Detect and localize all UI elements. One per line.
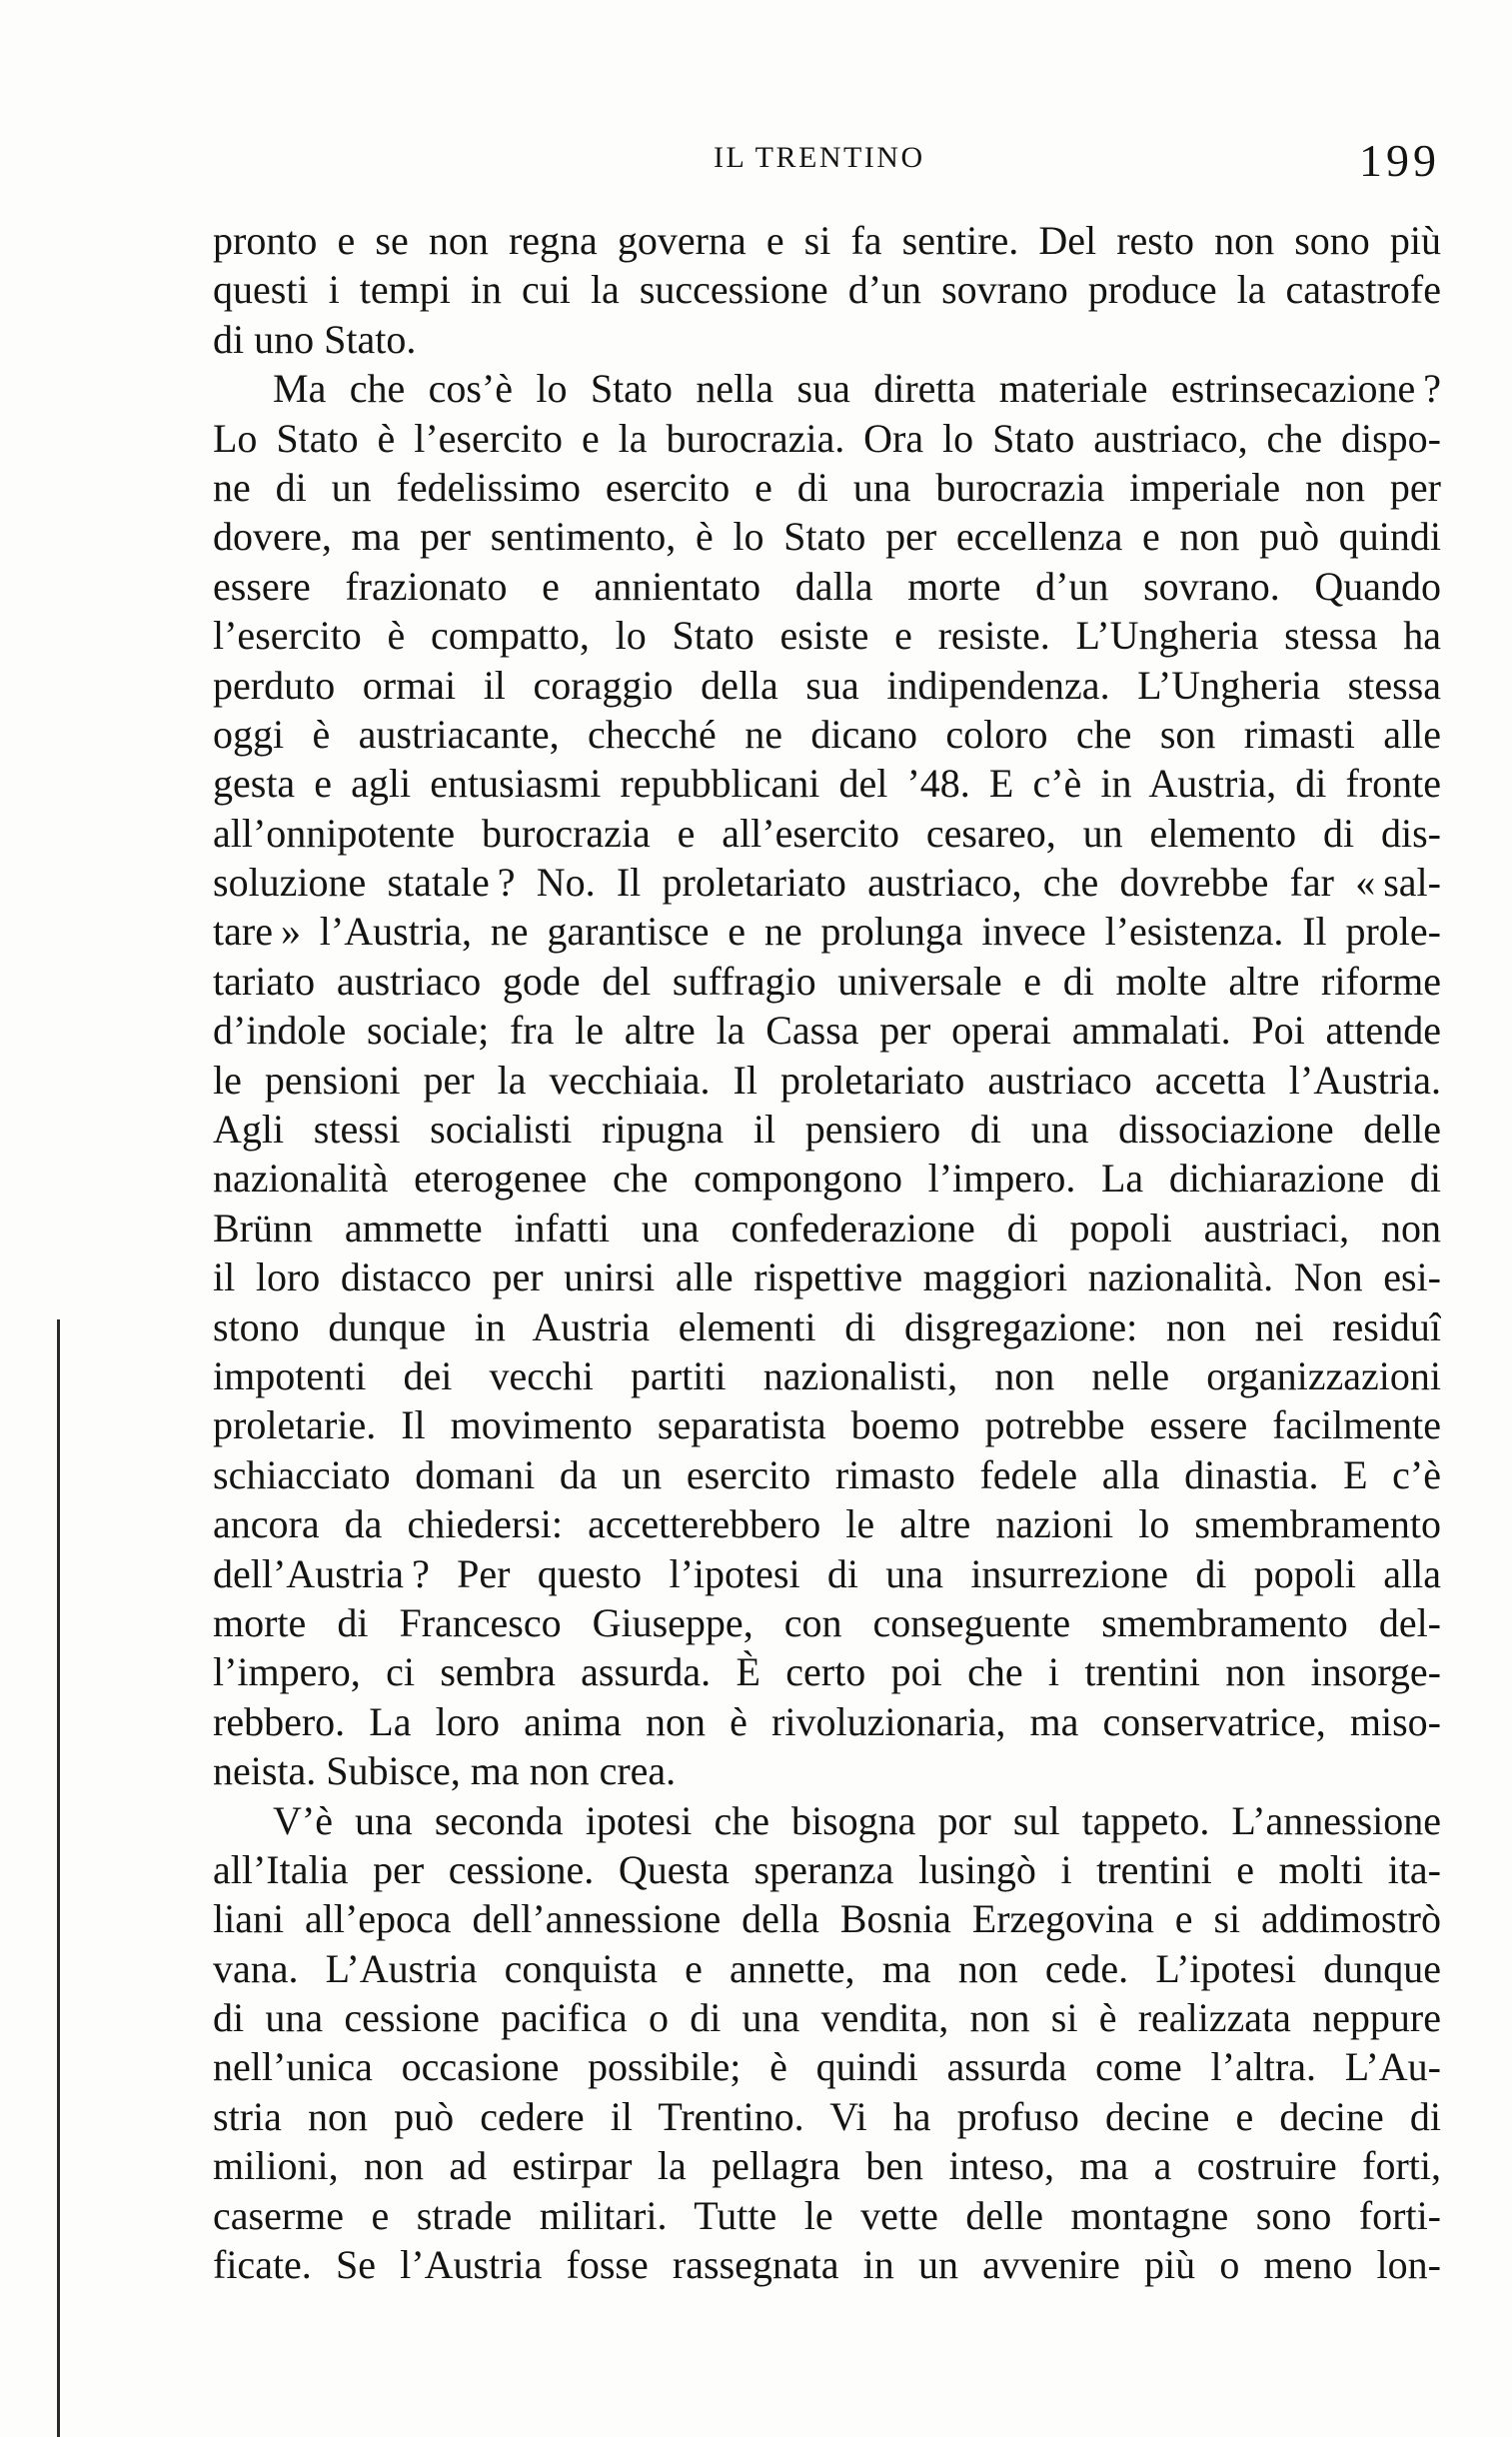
text-line: caserme e strade militari. Tutte le vette delle montagne sono forti- xyxy=(213,2192,1441,2238)
page-number: 199 xyxy=(1359,135,1440,186)
text-line: dell’Austria ? Per questo l’ipotesi di una insurrezione di popoli alla xyxy=(213,1550,1441,1596)
text-line: essere frazionato e annientato dalla morte d’un sovrano. Quando xyxy=(213,563,1441,609)
text-line: d’indole sociale; fra le altre la Cassa per operai ammalati. Poi attende xyxy=(213,1008,1441,1054)
text-line: tariato austriaco gode del suffragio universale e di molte altre riforme xyxy=(213,958,1441,1004)
text-line: questi i tempi in cui la successione d’un sovrano produce la catastrofe xyxy=(213,267,1441,313)
text-line: gesta e agli entusiasmi repubblicani del ’48. E c’è in Austria, di fronte xyxy=(213,761,1441,807)
text-line: stria non può cedere il Trentino. Vi ha profuso decine e decine di xyxy=(213,2093,1441,2139)
text-line: ancora da chiedersi: accetterebbero le altre nazioni lo smembramento xyxy=(213,1501,1441,1547)
text-line: impotenti dei vecchi partiti nazionalisti, non nelle organizzazioni xyxy=(213,1352,1441,1398)
text-line: oggi è austriacante, checché ne dicano coloro che son rimasti alle xyxy=(213,711,1441,757)
text-line: il loro distacco per unirsi alle rispettive maggiori nazionalità. Non esi- xyxy=(213,1254,1441,1300)
text-line: liani all’epoca dell’annessione della Bosnia Erzegovina e si addimostrò xyxy=(213,1896,1441,1942)
text-line: proletarie. Il movimento separatista boemo potrebbe essere facilmente xyxy=(213,1402,1441,1448)
text-line: soluzione statale ? No. Il proletariato austriaco, che dovrebbe far « sal- xyxy=(213,860,1441,906)
text-line: morte di Francesco Giuseppe, con conseguente smembramento del- xyxy=(213,1599,1441,1645)
text-line: schiacciato domani da un esercito rimasto fedele alla dinastia. E c’è xyxy=(213,1451,1441,1497)
text-line: all’Italia per cessione. Questa speranza lusingò i trentini e molti ita- xyxy=(213,1846,1441,1892)
text-line: ficate. Se l’Austria fosse rassegnata in un avvenire più o meno lon- xyxy=(213,2242,1441,2288)
text-line: rebbero. La loro anima non è rivoluzionaria, ma conservatrice, miso- xyxy=(213,1698,1441,1744)
text-line: l’esercito è compatto, lo Stato esiste e resiste. L’Ungheria stessa ha xyxy=(213,613,1441,659)
text-line: nell’unica occasione possibile; è quindi assurda come l’altra. L’Au- xyxy=(213,2044,1441,2090)
text-line: pronto e se non regna governa e si fa sentire. Del resto non sono più xyxy=(213,218,1441,263)
text-line: milioni, non ad estirpar la pellagra ben inteso, ma a costruire forti, xyxy=(213,2143,1441,2189)
text-line: l’impero, ci sembra assurda. È certo poi che i trentini non insorge- xyxy=(213,1649,1441,1695)
text-line: le pensioni per la vecchiaia. Il proletariato austriaco accetta l’Austria. xyxy=(213,1057,1441,1103)
text-line: dovere, ma per sentimento, è lo Stato per eccellenza e non può quindi xyxy=(213,514,1441,560)
text-line: stono dunque in Austria elementi di disgregazione: non nei residuî xyxy=(213,1303,1441,1349)
text-line: perduto ormai il coraggio della sua indipendenza. L’Ungheria stessa xyxy=(213,662,1441,708)
text-block xyxy=(213,216,1441,2289)
text-line: V’è una seconda ipotesi che bisogna por sul tappeto. L’annessione xyxy=(273,1797,1441,1843)
text-line: ne di un fedelissimo esercito e di una burocrazia imperiale non per xyxy=(213,464,1441,510)
running-title: IL TRENTINO xyxy=(714,141,925,174)
text-line: tare » l’Austria, ne garantisce e ne prolunga invece l’esistenza. Il prole- xyxy=(213,909,1441,955)
text-line: Lo Stato è l’esercito e la burocrazia. Ora lo Stato austriaco, che dispo- xyxy=(213,415,1441,461)
scan-edge-line xyxy=(57,1319,60,2437)
text-line: Agli stessi socialisti ripugna il pensiero di una dissociazione delle xyxy=(213,1107,1441,1153)
text-line: nazionalità eterogenee che compongono l’impero. La dichiarazione di xyxy=(213,1156,1441,1202)
text-line: di una cessione pacifica o di una vendita, non si è realizzata neppure xyxy=(213,1995,1441,2041)
text-line: Brünn ammette infatti una confederazione di popoli austriaci, non xyxy=(213,1205,1441,1250)
paragraph xyxy=(213,216,1441,364)
text-line: neista. Subisce, ma non crea. xyxy=(213,1748,677,1794)
text-line: di uno Stato. xyxy=(213,316,417,362)
text-line: vana. L’Austria conquista e annette, ma non cede. L’ipotesi dunque xyxy=(213,1945,1441,1991)
paragraph xyxy=(213,364,1441,1795)
text-line: all’onnipotente burocrazia e all’esercito cesareo, un elemento di dis- xyxy=(213,810,1441,856)
text-line: Ma che cos’è lo Stato nella sua diretta materiale estrinsecazione ? xyxy=(273,366,1441,412)
paragraph xyxy=(213,1796,1441,2290)
